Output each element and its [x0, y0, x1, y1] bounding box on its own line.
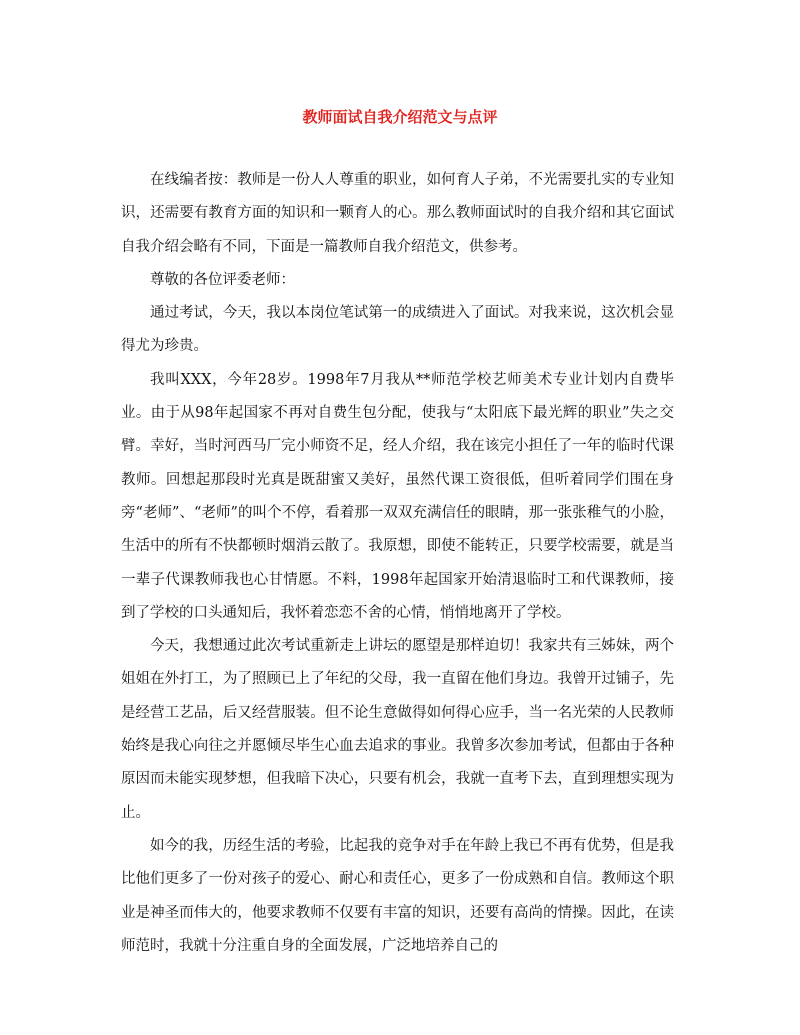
paragraph-salutation: 尊敬的各位评委老师：	[150, 271, 295, 288]
paragraph-background: 我叫XXX，今年28岁。1998年7月我从**师范学校艺师美术专业计划内自费毕业。由于从98年起国家不再对自费生包分配，使我与“太阳底下最光辉的职业”失之交臂。幸好，当时河西马厂完小师资不足，经人介绍，我在该完小担任了一年的临时代课教师。回想起那段时光真是既甜蜜又美好，虽然代课工资很低，但听着同学们围在身旁“老师”、“老师”的叫个不停，看着那一双双充满信任的眼睛，那一张张稚气的小脸，生活中的所有不快都顿时烟消云散了。我原想，即使不能转正，只要学校需要，就是当一辈子代课教师我也心甘情愿。不料，1998年起国家开始清退临时工和代课教师，接到了学校的口头通知后，我怀着恋恋不舍的心情，悄悄地离开了学校。	[121, 371, 674, 621]
document-title: 教师面试自我介绍范文与点评	[302, 108, 498, 126]
paragraph-aspiration: 今天，我想通过此次考试重新走上讲坛的愿望是那样迫切！我家共有三姊妹，两个姐姐在外打工，为了照顾已上了年纪的父母，我一直留在他们身边。我曾开过铺子，先是经营工艺品，后又经营服装。但不论生意做得如何得心应手，当一名光荣的人民教师始终是我心向往之并愿倾尽毕生心血去追求的事业。我曾多次参加考试，但都由于各种原因而未能实现梦想，但我暗下决心，只要有机会，我就一直考下去，直到理想实现为止。	[121, 638, 674, 821]
paragraph-intro: 通过考试，今天，我以本岗位笔试第一的成绩进入了面试。对我来说，这次机会显得尤为珍贵。	[121, 305, 674, 355]
paragraph-editor-note: 在线编者按：教师是一份人人尊重的职业，如何育人子弟，不光需要扎实的专业知识，还需要有教育方面的知识和一颗育人的心。那么教师面试时的自我介绍和其它面试自我介绍会略有不同，下面是一篇教师自我介绍范文，供参考。	[121, 172, 674, 255]
document-body	[121, 164, 674, 963]
paragraph-strengths: 如今的我，历经生活的考验，比起我的竞争对手在年龄上我已不再有优势，但是我比他们更多了一份对孩子的爱心、耐心和责任心，更多了一份成熟和自信。教师这个职业是神圣而伟大的，他要求教师不仅要有丰富的知识，还要有高尚的情操。因此，在读师范时，我就十分注重自身的全面发展，广泛地培养自己的	[121, 837, 674, 954]
